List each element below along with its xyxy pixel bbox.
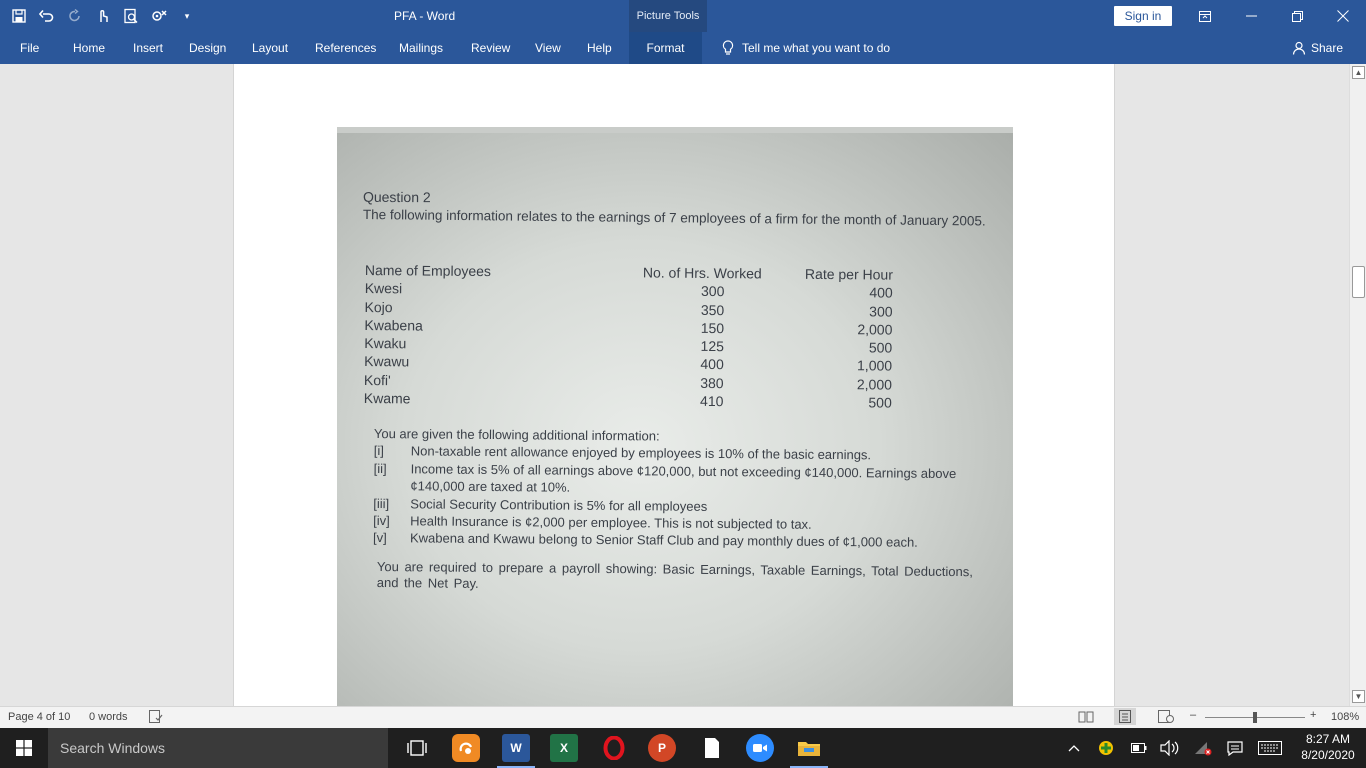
volume-icon[interactable]: [1160, 728, 1180, 768]
scroll-thumb[interactable]: [1352, 266, 1365, 298]
additional-information: [373, 425, 1004, 552]
employee-hours: 380: [700, 374, 724, 391]
action-center-icon[interactable]: [1227, 728, 1243, 768]
employee-rate: 500: [868, 339, 893, 356]
tab-insert[interactable]: Insert: [133, 41, 164, 55]
item-text: Income tax is 5% of all earnings above ¢120,000, but not exceeding ¢140,000. Earnings above ¢140,000 are taxed at 10%.: [410, 461, 957, 495]
tab-design[interactable]: Design: [189, 41, 227, 55]
windows-logo-icon: [16, 740, 32, 756]
zoom-out-button[interactable]: –: [1190, 709, 1197, 721]
show-hidden-icons[interactable]: [1068, 728, 1080, 768]
employee-rate: 400: [869, 284, 893, 301]
zoom-level[interactable]: 108%: [1331, 711, 1360, 723]
employee-table: [364, 261, 965, 413]
tab-home[interactable]: Home: [73, 41, 106, 55]
item-text: Health Insurance is ¢2,000 per employee. This is not subjected to tax.: [410, 513, 812, 532]
ribbon-display-options-icon[interactable]: [1182, 0, 1228, 32]
employee-name: Kwaku: [364, 335, 407, 352]
employee-hours: 150: [700, 319, 725, 337]
item-number: [ii]: [373, 460, 387, 476]
item-number: [i]: [373, 443, 384, 459]
employee-hours: 300: [700, 283, 725, 300]
document-title: PFA - Word: [394, 9, 456, 23]
windows-taskbar: [0, 728, 1366, 768]
tell-me-box[interactable]: [722, 32, 890, 64]
word-count[interactable]: 0 words: [89, 711, 128, 723]
tab-review[interactable]: Review: [471, 41, 511, 55]
item-number: [iii]: [373, 495, 390, 511]
system-clock[interactable]: [1296, 731, 1360, 763]
minimize-icon[interactable]: [1228, 0, 1274, 32]
zoom-app-icon[interactable]: [746, 734, 774, 762]
zoom-slider-thumb[interactable]: [1253, 712, 1257, 723]
required-task: You are required to prepare a payroll showing: Basic Earnings, Taxable Earnings, Total Deductions, and the Net Pay.: [376, 559, 973, 591]
print-layout-icon[interactable]: [1114, 708, 1136, 725]
question-title: Question 2: [362, 188, 431, 206]
quick-access-toolbar: [8, 6, 198, 26]
employee-hours: 350: [700, 301, 725, 318]
search-placeholder: Search Windows: [60, 740, 166, 756]
scroll-down-icon[interactable]: ▼: [1352, 690, 1365, 703]
employee-rate: 300: [869, 302, 893, 320]
proofing-icon[interactable]: [149, 710, 163, 726]
ribbon-tabs: [0, 32, 1366, 64]
item-text: Social Security Contribution is 5% for all employees: [410, 495, 708, 514]
close-icon[interactable]: [1320, 0, 1366, 32]
question-intro: The following information relates to the earnings of 7 employees of a firm for the month of January 2005.: [362, 207, 986, 229]
undo-icon[interactable]: [36, 6, 58, 26]
tab-view[interactable]: View: [535, 41, 561, 55]
excel-icon[interactable]: X: [550, 734, 578, 762]
share-label: Share: [1311, 41, 1344, 55]
battery-icon[interactable]: [1131, 728, 1147, 768]
restore-icon[interactable]: [1274, 0, 1320, 32]
employee-name: Kwabena: [364, 316, 423, 334]
tab-help[interactable]: Help: [587, 41, 612, 55]
clock-date: 8/20/2020: [1301, 748, 1355, 762]
notepad-icon[interactable]: [698, 734, 726, 762]
employee-name: Kojo: [364, 298, 393, 315]
item-text: Non-taxable rent allowance enjoyed by employees is 10% of the basic earnings.: [410, 443, 872, 463]
table-row: [364, 389, 964, 413]
employee-hours: 125: [700, 338, 725, 355]
document-canvas[interactable]: [0, 64, 1349, 706]
additional-intro: You are given the following additional information:: [373, 425, 660, 444]
scroll-up-icon[interactable]: ▲: [1352, 66, 1365, 79]
app-tray-icon[interactable]: [1097, 728, 1115, 768]
file-explorer-icon[interactable]: [795, 734, 823, 762]
document-page[interactable]: [233, 64, 1115, 706]
tab-mailings[interactable]: Mailings: [399, 41, 444, 55]
settings-icon[interactable]: [148, 6, 170, 26]
item-number: [v]: [372, 530, 387, 546]
employee-rate: 500: [868, 394, 892, 411]
tab-format[interactable]: Format: [629, 32, 702, 64]
touch-mode-icon[interactable]: [92, 6, 114, 26]
word-icon[interactable]: W: [502, 734, 530, 762]
employee-name: Kofi': [363, 371, 391, 389]
lightbulb-icon: [722, 40, 734, 56]
employee-name: Kwame: [363, 390, 411, 407]
employee-rate: 2,000: [856, 376, 893, 393]
customize-qat-icon[interactable]: ▾: [184, 10, 190, 21]
header-name: Name of Employees: [364, 261, 492, 280]
print-preview-icon[interactable]: [120, 6, 142, 26]
header-rate: Rate per Hour: [804, 265, 893, 283]
employee-rate: 2,000: [857, 321, 893, 338]
vertical-scrollbar[interactable]: [1349, 64, 1366, 706]
employee-name: Kwesi: [364, 280, 403, 297]
tab-layout[interactable]: Layout: [252, 41, 289, 55]
share-button[interactable]: [1292, 32, 1343, 64]
zoom-in-button[interactable]: +: [1310, 709, 1317, 721]
status-bar: [0, 706, 1366, 728]
tell-me-text: Tell me what you want to do: [742, 41, 891, 55]
tab-references[interactable]: References: [315, 41, 377, 55]
read-mode-icon[interactable]: [1078, 710, 1094, 726]
redo-icon[interactable]: [64, 6, 86, 26]
taskbar-search-box[interactable]: [48, 728, 388, 768]
title-bar: [0, 0, 1366, 32]
web-layout-icon[interactable]: [1158, 710, 1174, 726]
powerpoint-icon[interactable]: P: [648, 734, 676, 762]
employee-hours: 410: [700, 393, 724, 410]
header-hours: No. of Hrs. Worked: [642, 264, 762, 282]
save-icon[interactable]: [8, 6, 30, 26]
employee-hours: 400: [700, 356, 724, 373]
keyboard-icon[interactable]: [1258, 728, 1282, 768]
tab-file[interactable]: File: [20, 41, 40, 55]
page-count[interactable]: Page 4 of 10: [8, 711, 71, 723]
photo-top-edge: [337, 127, 1013, 133]
item-text: Kwabena and Kwawu belong to Senior Staff Club and pay monthly dues of ¢1,000 each.: [409, 530, 918, 551]
person-icon: [1292, 41, 1306, 55]
employee-name: Kwawu: [364, 353, 410, 370]
question-photo[interactable]: [337, 127, 1013, 706]
picture-tools-label: Picture Tools: [629, 0, 707, 32]
item-number: [iv]: [373, 513, 390, 529]
employee-rate: 1,000: [856, 357, 893, 375]
clock-time: 8:27 AM: [1305, 732, 1351, 746]
uc-browser-icon[interactable]: [452, 734, 480, 762]
sign-in-button[interactable]: Sign in: [1114, 6, 1172, 26]
list-item: [373, 460, 1003, 500]
task-view-icon[interactable]: [403, 734, 431, 762]
network-icon[interactable]: [1193, 728, 1213, 768]
start-button[interactable]: [0, 728, 48, 768]
opera-icon[interactable]: [600, 734, 628, 762]
